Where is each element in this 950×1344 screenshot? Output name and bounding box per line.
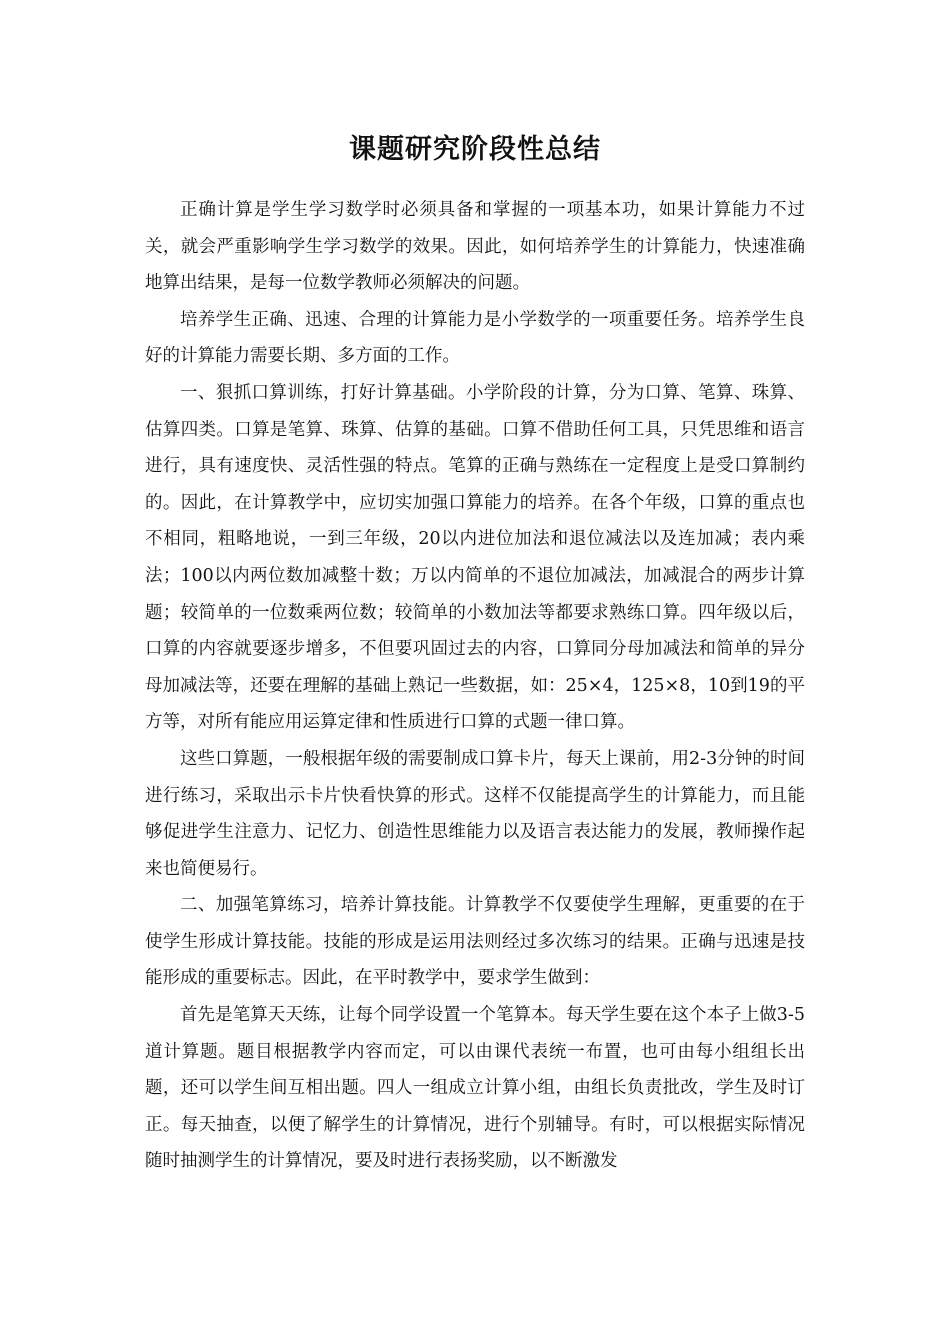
paragraph-intro: 正确计算是学生学习数学时必须具备和掌握的一项基本功，如果计算能力不过关，就会严重影响学生学习数学的效果。因此，如何培养学生的计算能力，快速准确地算出结果，是每一位数学教师必须解决的问题。 (145, 200, 805, 294)
paragraph-task: 培养学生正确、迅速、合理的计算能力是小学数学的一项重要任务。培养学生良好的计算能力需要长期、多方面的工作。 (145, 309, 805, 367)
document-title: 课题研究阶段性总结 (349, 134, 601, 165)
document-page (145, 128, 805, 1180)
paragraph-written-calculation: 二、加强笔算练习，培养计算技能。计算教学不仅要使学生理解，更重要的在于使学生形成计算技能。技能的形成是运用法则经过多次练习的结果。正确与迅速是技能形成的重要标志。因此，在平时教学中，要求学生做到： (145, 895, 805, 989)
paragraph-daily-practice: 首先是笔算天天练，让每个同学设置一个笔算本。每天学生要在这个本子上做3-5道计算题。题目根据教学内容而定，可以由课代表统一布置，也可由每小组组长出题，还可以学生间互相出题。四人一组成立计算小组，由组长负责批改，学生及时订正。每天抽查，以便了解学生的计算情况，进行个别辅导。有时，可以根据实际情况随时抽测学生的计算情况，要及时进行表扬奖励，以不断激发 (145, 1005, 805, 1172)
paragraph-oral-cards: 这些口算题，一般根据年级的需要制成口算卡片，每天上课前，用2-3分钟的时间进行练习，采取出示卡片快看快算的形式。这样不仅能提高学生的计算能力，而且能够促进学生注意力、记忆力、创造性思维能力以及语言表达能力的发展，教师操作起来也简便易行。 (145, 748, 805, 879)
paragraph-oral-calculation: 一、狠抓口算训练，打好计算基础。小学阶段的计算，分为口算、笔算、珠算、估算四类。口算是笔算、珠算、估算的基础。口算不借助任何工具，只凭思维和语言进行，具有速度快、灵活性强的特点。笔算的正确与熟练在一定程度上是受口算制约的。因此，在计算教学中，应切实加强口算能力的培养。在各个年级，口算的重点也不相同，粗略地说，一到三年级，20以内进位加法和退位减法以及连加减；表内乘法；100以内两位数加减整十数；万以内简单的不退位加减法，加减混合的两步计算题；较简单的一位数乘两位数；较简单的小数加法等都要求熟练口算。四年级以后，口算的内容就要逐步增多，不但要巩固过去的内容，口算同分母加减法和简单的异分母加减法等，还要在理解的基础上熟记一些数据，如：25×4，125×8，10到19的平方等，对所有能应用运算定律和性质进行口算的式题一律口算。 (145, 382, 805, 733)
